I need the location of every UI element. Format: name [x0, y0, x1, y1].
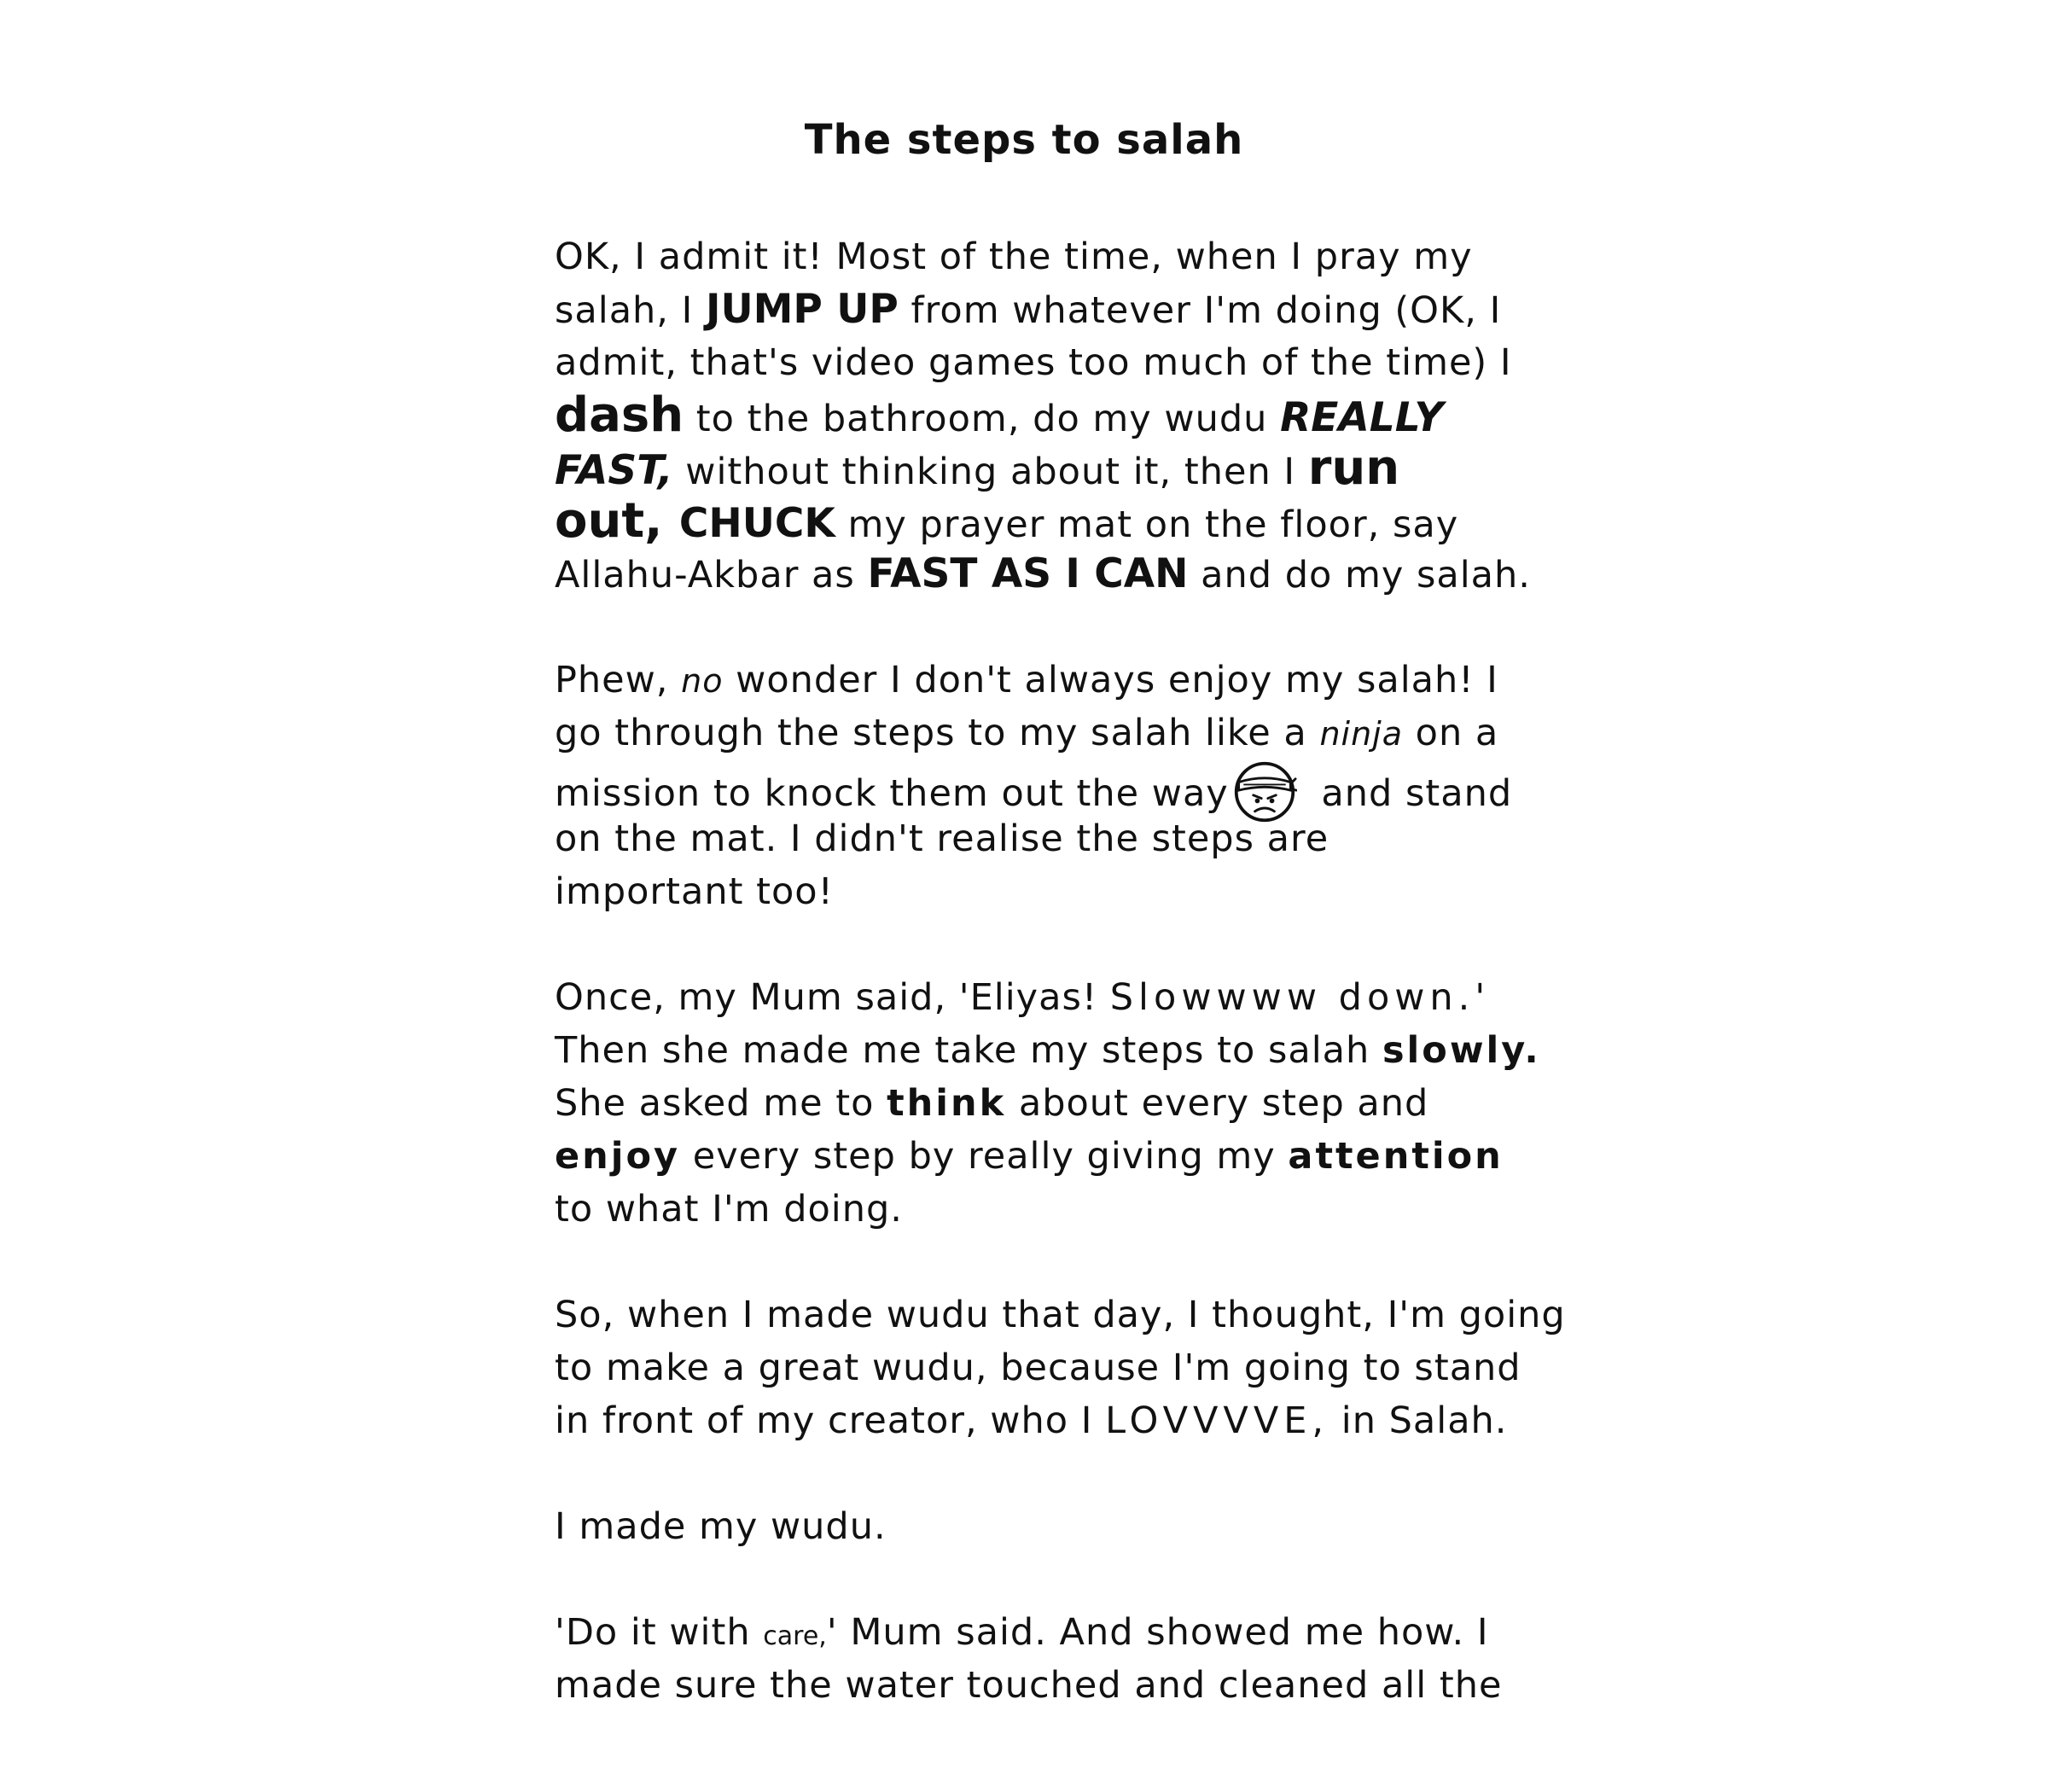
text-segment: made sure the water touched and cleaned all the [555, 1664, 1503, 1707]
text-segment: important too! [555, 870, 834, 913]
text-segment: 'Do it with [555, 1611, 764, 1654]
text-line [555, 230, 1527, 283]
emphasis-big-round: dash [555, 387, 684, 443]
emphasis-spaced: Slowwww down.' [1109, 976, 1491, 1019]
emphasis-semi: enjoy [555, 1135, 681, 1178]
paragraph [555, 654, 1527, 918]
text-line [555, 1077, 1527, 1130]
emphasis-bold: JUMP UP [706, 286, 899, 333]
text-segment: to make a great wudu, because I'm going to stand [555, 1347, 1521, 1389]
text-line [555, 1394, 1527, 1447]
text-segment: every step by really giving my [680, 1135, 1289, 1178]
paragraph [555, 1500, 1527, 1553]
text-line [555, 1606, 1527, 1659]
text-segment: from whatever I'm doing (OK, I [898, 289, 1502, 332]
text-segment: wonder I don't always enjoy my salah! I [723, 659, 1498, 701]
text-segment: Once, my Mum said, 'Eliyas! [555, 976, 1110, 1019]
paragraph [555, 1606, 1527, 1712]
emphasis-semi: think [887, 1082, 1007, 1125]
page-title: The steps to salah [804, 116, 1244, 164]
text-line [555, 548, 1531, 601]
paragraph [555, 1289, 1566, 1447]
text-segment: mission to knock them out the way [555, 772, 1229, 815]
emphasis-bold-italic: FAST, [555, 447, 673, 494]
paragraph [555, 971, 1541, 1236]
text-line [555, 865, 1527, 918]
paragraph-gap [555, 1236, 1527, 1289]
text-segment: admit, that's video games too much of the time) I [555, 341, 1512, 384]
emphasis-big-round: run [1307, 440, 1400, 496]
text-segment: Phew, [555, 659, 682, 701]
emphasis-bold: CHUCK [678, 500, 835, 547]
text-line [555, 812, 1527, 865]
text-line [555, 759, 1527, 815]
text-segment: OK, I admit it! Most of the time, when I pray my [555, 236, 1473, 278]
text-segment: on a [1403, 712, 1499, 754]
text-segment: salah, I [555, 289, 706, 332]
text-line [555, 654, 1527, 707]
text-segment: ' Mum said. And showed me how. I [826, 1611, 1489, 1654]
paragraph-gap [555, 601, 1527, 654]
text-line [555, 1289, 1566, 1341]
text-line [555, 1659, 1527, 1712]
text-segment: to the bathroom, do my wudu [684, 398, 1281, 440]
emphasis-semi: slowly. [1382, 1029, 1541, 1072]
paragraph-gap [555, 1447, 1527, 1500]
text-segment: on the mat. I didn't realise the steps are [555, 817, 1329, 860]
emphasis-semi: attention [1288, 1135, 1504, 1178]
text-segment: to what I'm doing. [555, 1188, 903, 1231]
emphasis-bold: FAST AS I CAN [867, 550, 1189, 597]
emphasis-spaced: LOVVVVE, [1105, 1399, 1329, 1442]
text-line [555, 389, 1527, 442]
text-segment: Then she made me take my steps to salah [555, 1029, 1382, 1072]
text-segment: my prayer mat on the floor, say [835, 503, 1459, 546]
emphasis-small-italic: ninja [1319, 715, 1404, 753]
text-line [555, 1130, 1527, 1183]
text-line [555, 1500, 1527, 1553]
text-line [555, 283, 1527, 336]
text-segment: and stand [1308, 772, 1513, 815]
text-line [555, 971, 1527, 1024]
text-line [555, 1341, 1527, 1394]
text-line [555, 1024, 1541, 1077]
paragraph-gap [555, 918, 1527, 971]
story-body [555, 230, 1566, 1712]
paragraph [555, 230, 1531, 601]
text-segment: She asked me to [555, 1082, 887, 1125]
text-segment: I made my wudu. [555, 1505, 887, 1548]
text-segment: in front of my creator, who I [555, 1399, 1106, 1442]
text-line [555, 495, 1527, 548]
emphasis-tiny: care, [763, 1621, 827, 1651]
emphasis-small-italic: no [681, 662, 724, 700]
paragraph-gap [555, 1553, 1527, 1606]
text-line [555, 442, 1527, 495]
emphasis-bold-italic: REALLY [1280, 394, 1444, 441]
text-segment: in Salah. [1329, 1399, 1508, 1442]
text-line [555, 1183, 1527, 1236]
text-segment: go through the steps to my salah like a [555, 712, 1320, 754]
text-line [555, 336, 1527, 389]
emphasis-big-round: out, [555, 493, 679, 549]
text-segment: without thinking about it, then I [672, 451, 1308, 493]
text-segment: Allahu-Akbar as [555, 554, 868, 596]
text-segment: and do my salah. [1188, 554, 1531, 596]
text-segment: So, when I made wudu that day, I thought, I'm going [555, 1294, 1566, 1336]
text-line [555, 707, 1527, 759]
text-segment: about every step and [1006, 1082, 1429, 1125]
